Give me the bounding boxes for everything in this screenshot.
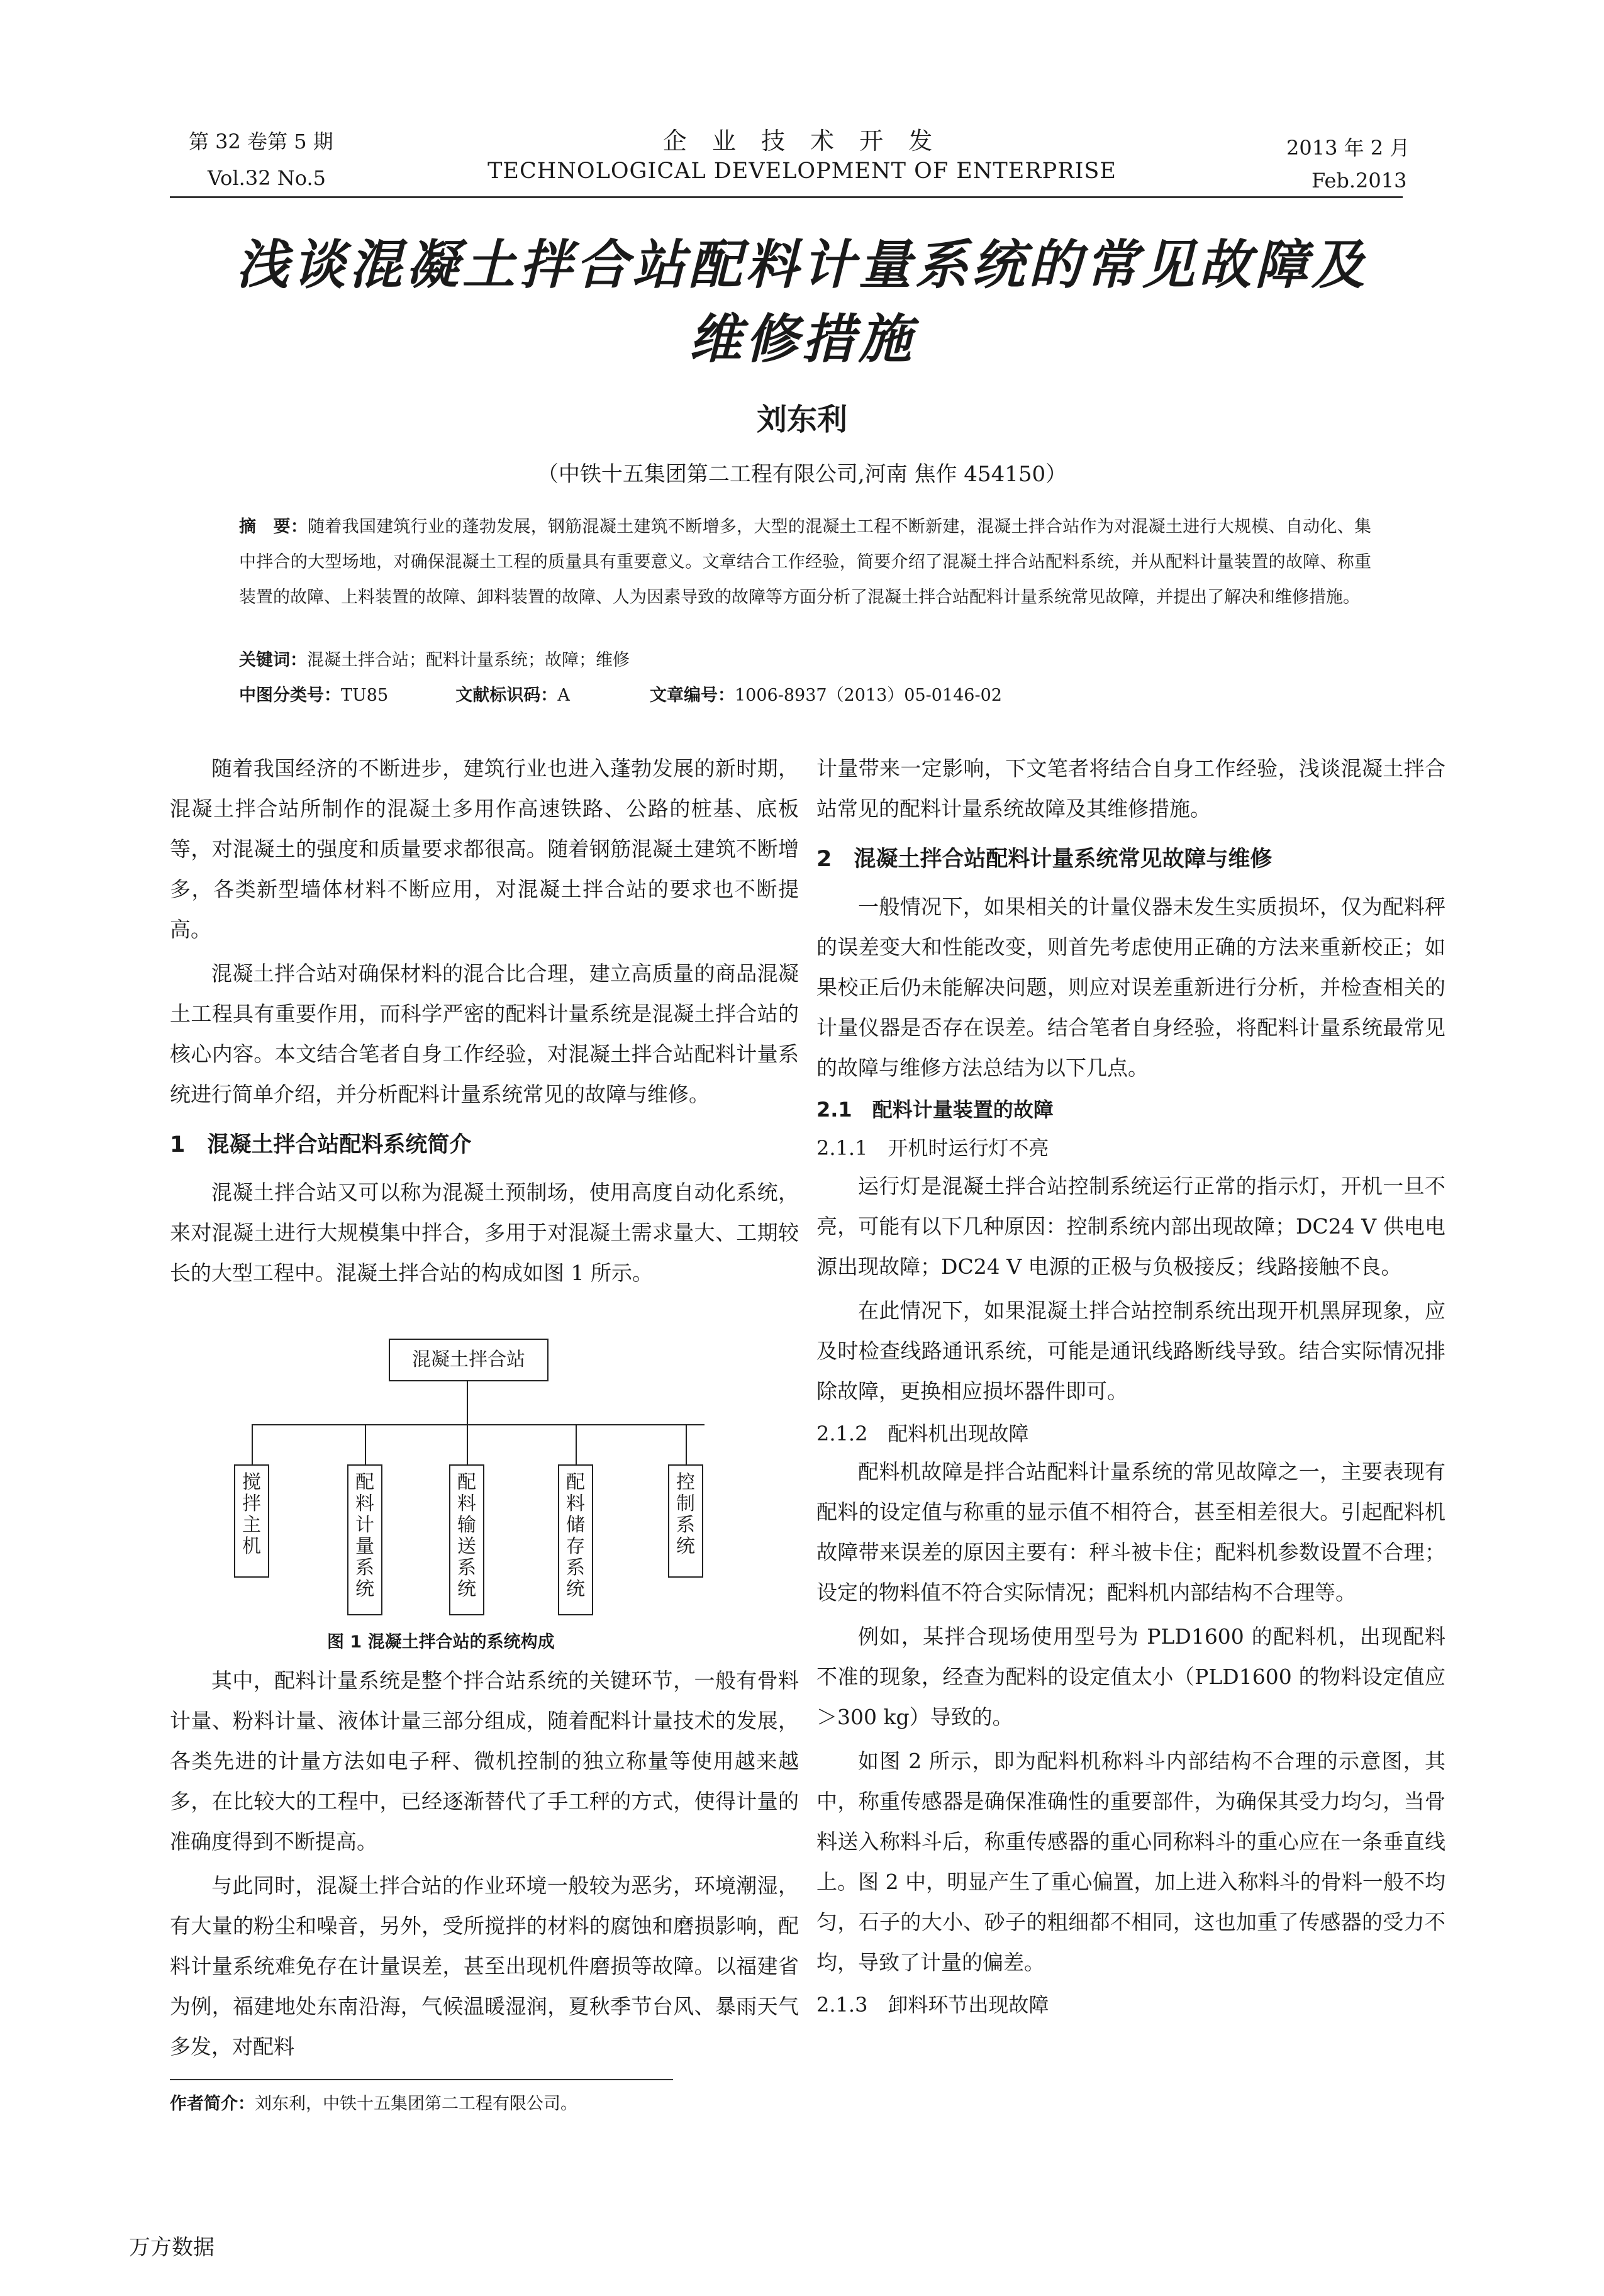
abstract-text: 随着我国建筑行业的蓬勃发展，钢筋混凝土建筑不断增多，大型的混凝土工程不断新建，混凝土拌合站作为对混凝土进行大规模、自动化、集中拌合的大型场地，对确保混凝土工程的质量具有重要意义。文章结合工作经验，简要介绍了混凝土拌合站配料系统，并从配料计量装置的故障、称重装置的故障、上料装置的故障、卸料装置的故障、人为因素导致的故障等方面分析了混凝土拌合站配料计量系统常见故障，并提出了解决和维修措施。 bbox=[239, 517, 1371, 607]
clc-value: TU85 bbox=[341, 686, 389, 705]
fig-child-node bbox=[234, 1464, 269, 1578]
watermark-label: 万方数据 bbox=[129, 2235, 214, 2260]
body-paragraph: 如图 2 所示，即为配料机称料斗内部结构不合理的示意图，其中，称重传感器是确保准确性的重要部件，为确保其受力均匀，当骨料送入称料斗后，称重传感器的重心同称料斗的重心应在一条垂直线上。图 2 中，明显产生了重心偏置，加上进入称料斗的骨料一般不均匀，石子的大小、砂子的粗细都不相同，这也加重了传感器的受力不均，导致了计量的偏差。 bbox=[816, 1749, 1445, 1975]
keywords-text: 混凝土拌合站；配料计量系统；故障；维修 bbox=[307, 650, 630, 670]
issue-date-cn: 2013 年 2 月 bbox=[1286, 136, 1410, 160]
article-title-line2: 维修措施 bbox=[688, 308, 915, 370]
author-name: 刘东利 bbox=[756, 402, 847, 437]
journal-name-cn: 企 业 技 术 开 发 bbox=[662, 127, 942, 155]
fig-connector bbox=[252, 1424, 253, 1464]
volume-number-en: Vol.32 No.5 bbox=[208, 166, 326, 190]
fig-connector bbox=[576, 1424, 577, 1464]
fig-node-char: 统 bbox=[457, 1578, 476, 1600]
body-paragraph: 在此情况下，如果混凝土拌合站控制系统出现开机黑屏现象，应及时检查线路通讯系统，可能是通讯线路断线导致。结合实际情况排除故障，更换相应损坏器件即可。 bbox=[816, 1298, 1445, 1403]
fig-node-char: 输 bbox=[457, 1514, 476, 1536]
footnote-rule bbox=[170, 2079, 673, 2080]
fig-node-char: 存 bbox=[566, 1535, 585, 1558]
abstract-label: 摘 要： bbox=[239, 517, 308, 537]
body-paragraph: 配料机故障是拌合站配料计量系统的常见故障之一，主要表现有配料的设定值与称重的显示值不相符合，甚至相差很大。引起配料机故障带来误差的原因主要有：秤斗被卡住；配料机参数设置不合理；设定的物料值不符合实际情况；配料机内部结构不合理等。 bbox=[816, 1459, 1445, 1605]
fig-node-char: 主 bbox=[242, 1514, 261, 1536]
article-number-value: 1006-8937（2013）05-0146-02 bbox=[735, 686, 1002, 705]
body-paragraph: 一般情况下，如果相关的计量仪器未发生实质损坏，仅为配料秤的误差变大和性能改变，则首先考虑使用正确的方法来重新校正；如果校正后仍未能解决问题，则应对误差重新进行分析，并检查相关的计量仪器是否存在误差。结合笔者自身经验，将配料计量系统最常见的故障与维修方法总结为以下几点。 bbox=[816, 894, 1445, 1080]
doc-code-value: A bbox=[557, 686, 570, 705]
fig-connector bbox=[467, 1424, 468, 1464]
fig-node-char: 料 bbox=[566, 1493, 585, 1515]
issue-date-en: Feb.2013 bbox=[1312, 169, 1407, 192]
body-paragraph: 混凝土拌合站又可以称为混凝土预制场，使用高度自动化系统，来对混凝土进行大规模集中拌合，多用于对混凝土需求量大、工期较长的大型工程中。混凝土拌合站的构成如图 1 所示。 bbox=[170, 1180, 799, 1285]
body-paragraph: 其中，配料计量系统是整个拌合站系统的关键环节，一般有骨料计量、粉料计量、液体计量三部分组成，随着配料计量技术的发展，各类先进的计量方法如电子秤、微机控制的独立称量等使用越来越多，在比较大的工程中，已经逐渐替代了手工秤的方式，使得计量的准确度得到不断提高。 bbox=[170, 1668, 799, 1854]
fig-node-char: 配 bbox=[355, 1471, 374, 1493]
fig-connector bbox=[252, 1424, 705, 1425]
fig-node-char: 料 bbox=[355, 1493, 374, 1515]
author-footnote-text: 刘东利，中铁十五集团第二工程有限公司。 bbox=[255, 2094, 577, 2114]
keywords-label: 关键词： bbox=[239, 650, 307, 670]
body-paragraph: 随着我国经济的不断进步，建筑行业也进入蓬勃发展的新时期，混凝土拌合站所制作的混凝土多用作高速铁路、公路的桩基、底板等，对混凝土的强度和质量要求都很高。随着钢筋混凝土建筑不断增多，各类新型墙体材料不断应用，对混凝土拌合站的要求也不断提高。 bbox=[170, 756, 799, 942]
fig-node-char: 配 bbox=[566, 1471, 585, 1493]
fig-node-char: 计 bbox=[355, 1514, 374, 1536]
doc-code-label: 文献标识码： bbox=[455, 686, 558, 705]
body-paragraph: 混凝土拌合站对确保材料的混合比合理，建立高质量的商品混凝土工程具有重要作用，而科学严密的配料计量系统是混凝土拌合站的核心内容。本文结合笔者自身工作经验，对混凝土拌合站配料计量系统进行简单介绍，并分析配料计量系统常见的故障与维修。 bbox=[170, 961, 799, 1106]
body-paragraph: 计量带来一定影响，下文笔者将结合自身工作经验，浅谈混凝土拌合站常见的配料计量系统故障及其维修措施。 bbox=[816, 756, 1445, 821]
section-heading-2: 2 混凝土拌合站配料计量系统常见故障与维修 bbox=[816, 847, 1273, 872]
classification-line bbox=[239, 683, 1371, 708]
fig-child-node bbox=[449, 1464, 484, 1615]
fig-node-char: 配 bbox=[457, 1471, 476, 1493]
fig-node-char: 统 bbox=[566, 1578, 585, 1600]
article-title bbox=[157, 228, 1447, 376]
fig-node-char: 料 bbox=[457, 1493, 476, 1515]
fig-node-char: 搅 bbox=[242, 1471, 261, 1493]
fig-node-char: 系 bbox=[676, 1514, 695, 1536]
fig-connector bbox=[467, 1380, 468, 1424]
left-column-continued bbox=[170, 1661, 799, 2071]
fig-node-char: 送 bbox=[457, 1535, 476, 1558]
fig-child-node bbox=[347, 1464, 382, 1615]
fig-node-char: 机 bbox=[242, 1535, 261, 1558]
journal-name bbox=[487, 126, 1117, 186]
fig-node-char: 统 bbox=[355, 1578, 374, 1600]
subsubsection-heading-2-1-2: 2.1.2 配料机出现故障 bbox=[816, 1422, 1029, 1446]
fig-connector bbox=[686, 1424, 687, 1464]
author-footnote bbox=[170, 2090, 577, 2114]
subsubsection-heading-2-1-3: 2.1.3 卸料环节出现故障 bbox=[816, 1993, 1049, 2017]
subsection-heading-2-1: 2.1 配料计量装置的故障 bbox=[816, 1098, 1054, 1122]
article-title-line1: 浅谈混凝土拌合站配料计量系统的常见故障及 bbox=[235, 234, 1368, 296]
abstract bbox=[239, 510, 1371, 615]
subsubsection-heading-2-1-1: 2.1.1 开机时运行灯不亮 bbox=[816, 1136, 1049, 1160]
body-paragraph: 例如，某拌合现场使用型号为 PLD1600 的配料机，出现配料不准的现象，经查为配料的设定值太小（PLD1600 的物料设定值应＞300 kg）导致的。 bbox=[816, 1624, 1445, 1729]
journal-name-en: TECHNOLOGICAL DEVELOPMENT OF ENTERPRISE bbox=[487, 159, 1117, 184]
fig-node-char: 统 bbox=[676, 1535, 695, 1558]
author-footnote-label: 作者简介： bbox=[170, 2094, 255, 2114]
article-number-label: 文章编号： bbox=[650, 686, 735, 705]
figure-caption: 图 1 混凝土拌合站的系统构成 bbox=[327, 1632, 555, 1652]
fig-node-char: 系 bbox=[457, 1557, 476, 1579]
fig-node-char: 量 bbox=[355, 1535, 374, 1558]
left-column bbox=[170, 749, 799, 1297]
keywords bbox=[239, 648, 630, 673]
body-paragraph: 与此同时，混凝土拌合站的作业环境一般较为恶劣，环境潮湿，有大量的粉尘和噪音，另外，受所搅拌的材料的腐蚀和磨损影响，配料计量系统难免存在计量误差，甚至出现机件磨损等故障。以福建省为例，福建地处东南沿海，气候温暖湿润，夏秋季节台风、暴雨天气多发，对配料 bbox=[170, 1873, 799, 2059]
fig-node-char: 制 bbox=[676, 1493, 695, 1515]
body-paragraph: 运行灯是混凝土拌合站控制系统运行正常的指示灯，开机一旦不亮，可能有以下几种原因：控制系统内部出现故障；DC24 V 供电电源出现故障；DC24 V 电源的正极与负极接反；线路接触不良。 bbox=[816, 1174, 1445, 1279]
volume-number-cn: 第 32 卷第 5 期 bbox=[189, 130, 333, 153]
section-heading-1: 1 混凝土拌合站配料系统简介 bbox=[170, 1132, 472, 1157]
fig-node-char: 系 bbox=[355, 1557, 374, 1579]
fig-node-char: 储 bbox=[566, 1514, 585, 1536]
fig-child-node bbox=[558, 1464, 593, 1615]
author-affiliation: （中铁十五集团第二工程有限公司,河南 焦作 454150） bbox=[537, 462, 1067, 487]
fig-root-node: 混凝土拌合站 bbox=[389, 1339, 549, 1381]
fig-node-char: 拌 bbox=[242, 1493, 261, 1515]
fig-node-char: 系 bbox=[566, 1557, 585, 1579]
fig-connector bbox=[365, 1424, 366, 1464]
clc-label: 中图分类号： bbox=[239, 686, 341, 705]
right-column bbox=[816, 749, 1445, 2023]
fig-node-char: 控 bbox=[676, 1471, 695, 1493]
header-rule bbox=[170, 196, 1403, 198]
fig-child-node bbox=[668, 1464, 703, 1578]
